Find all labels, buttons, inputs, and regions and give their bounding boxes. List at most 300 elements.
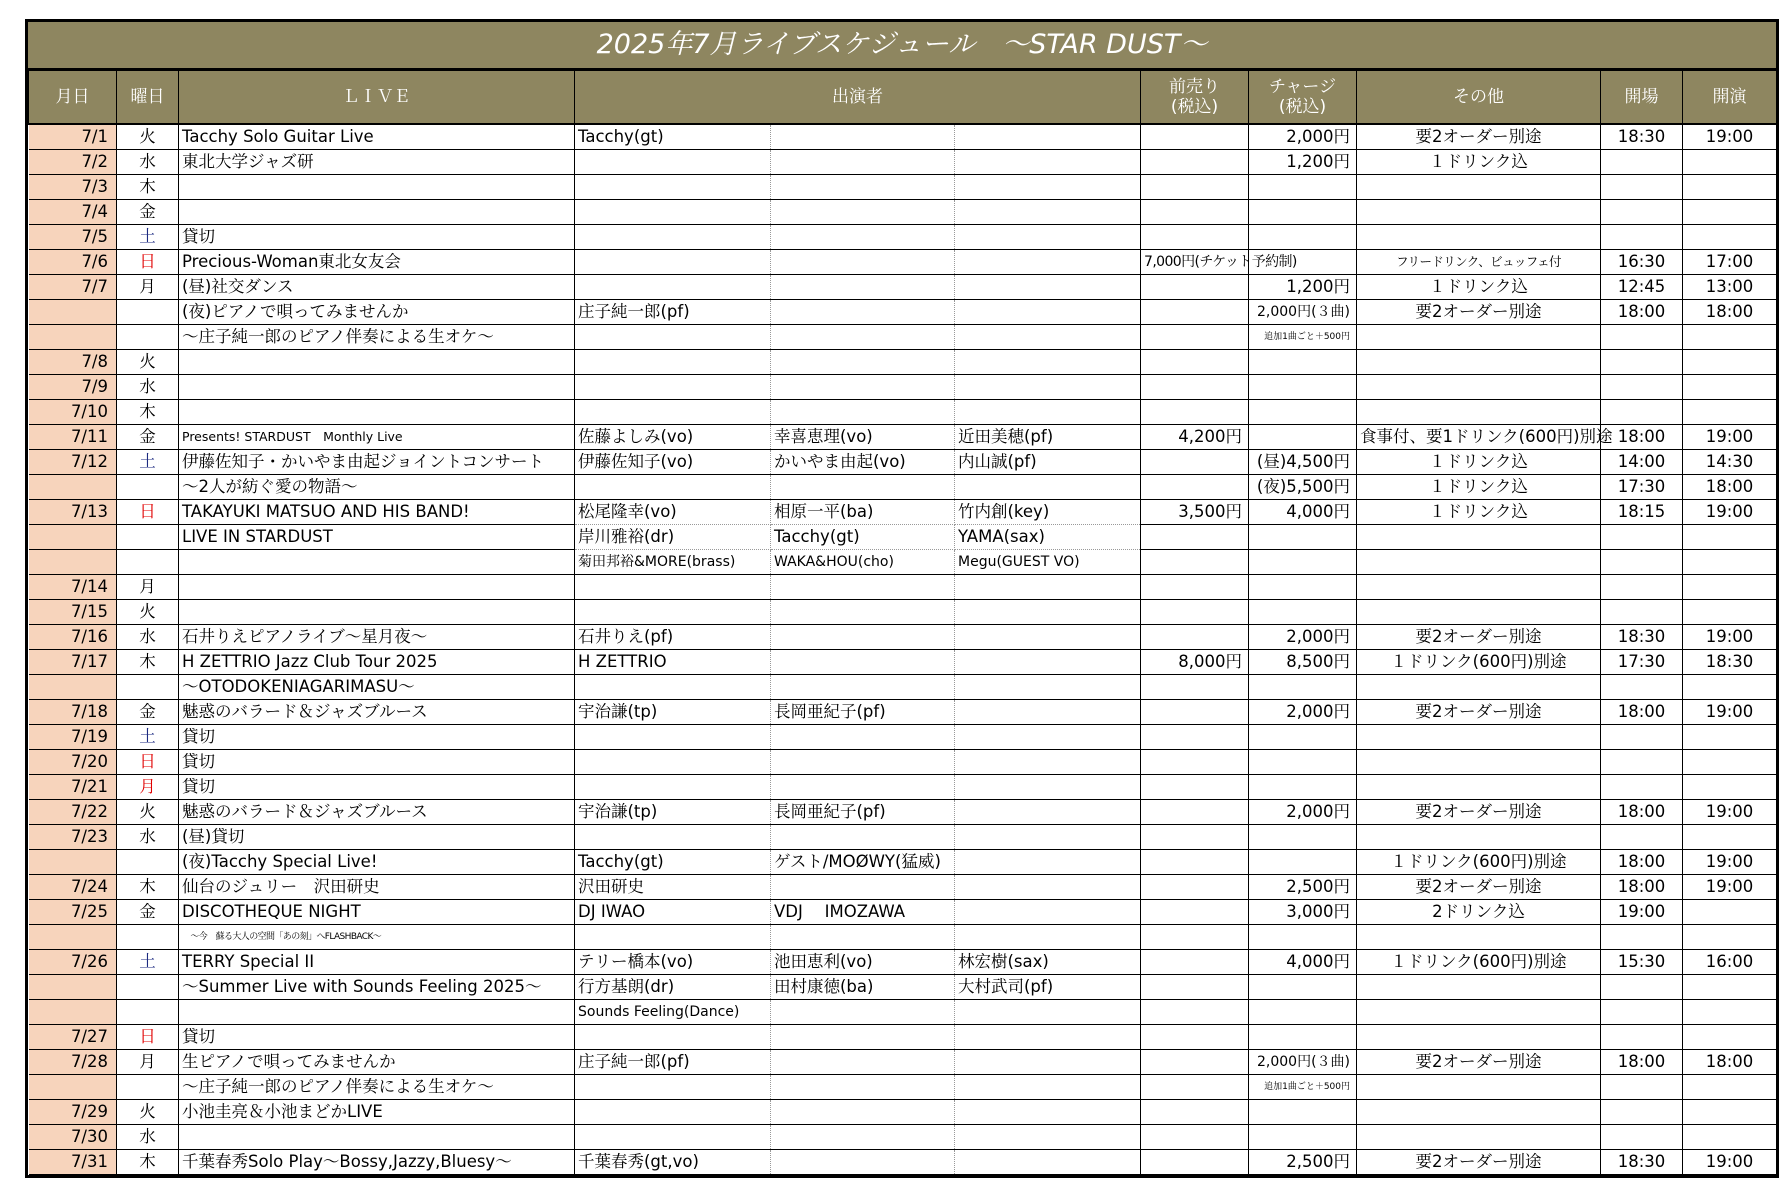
charge-cell (1249, 675, 1357, 700)
open-time-cell (1601, 750, 1683, 775)
date-cell (29, 325, 117, 350)
charge-cell: 3,000円 (1249, 900, 1357, 925)
live-title-cell: LIVE IN STARDUST (179, 525, 575, 550)
advance-price-cell (1141, 1075, 1249, 1100)
date-cell: 7/29 (29, 1100, 117, 1125)
charge-cell: 2,000円(３曲) (1249, 1050, 1357, 1075)
date-cell: 7/22 (29, 800, 117, 825)
open-time-cell (1601, 925, 1683, 950)
charge-cell (1249, 825, 1357, 850)
performer-cell (575, 275, 771, 300)
dow-cell: 水 (117, 1125, 179, 1150)
performer-cell: 池田恵利(vo) (771, 950, 955, 975)
performer-cell (771, 1075, 955, 1100)
start-time-cell (1683, 375, 1777, 400)
performer-cell: 沢田研史 (575, 875, 771, 900)
performer-cell: 佐藤よしみ(vo) (575, 425, 771, 450)
dow-cell: 水 (117, 825, 179, 850)
performer-cell: 相原一平(ba) (771, 500, 955, 525)
advance-price-cell (1141, 225, 1249, 250)
dow-cell: 木 (117, 175, 179, 200)
date-cell (29, 550, 117, 575)
performer-cell (955, 850, 1141, 875)
other-info-cell (1357, 1000, 1601, 1025)
performer-cell: 庄子純一郎(pf) (575, 300, 771, 325)
live-title-cell: H ZETTRIO Jazz Club Tour 2025 (179, 650, 575, 675)
performer-cell (955, 650, 1141, 675)
dow-cell (117, 525, 179, 550)
charge-cell: 4,000円 (1249, 500, 1357, 525)
date-cell: 7/30 (29, 1125, 117, 1150)
open-time-cell (1601, 150, 1683, 175)
open-time-cell (1601, 550, 1683, 575)
advance-price-cell (1141, 525, 1249, 550)
live-title-cell: 生ピアノで唄ってみませんか (179, 1050, 575, 1075)
start-time-cell (1683, 975, 1777, 1000)
open-time-cell: 18:00 (1601, 850, 1683, 875)
open-time-cell (1601, 600, 1683, 625)
performer-cell (575, 325, 771, 350)
other-info-cell: 要2オーダー別途 (1357, 300, 1601, 325)
start-time-cell (1683, 325, 1777, 350)
date-cell (29, 850, 117, 875)
dow-cell: 日 (117, 1025, 179, 1050)
start-time-cell: 13:00 (1683, 275, 1777, 300)
header-performers: 出演者 (575, 71, 1141, 125)
performer-cell (771, 400, 955, 425)
advance-price-cell (1141, 825, 1249, 850)
performer-cell (955, 1125, 1141, 1150)
performer-cell: 田村康徳(ba) (771, 975, 955, 1000)
other-info-cell (1357, 600, 1601, 625)
other-info-cell (1357, 1075, 1601, 1100)
advance-price-cell (1141, 150, 1249, 175)
date-cell: 7/9 (29, 375, 117, 400)
performer-cell (771, 775, 955, 800)
start-time-cell: 19:00 (1683, 425, 1777, 450)
charge-cell (1249, 175, 1357, 200)
date-cell: 7/5 (29, 225, 117, 250)
other-info-cell: 要2オーダー別途 (1357, 1050, 1601, 1075)
table-row (29, 1000, 1777, 1025)
date-cell: 7/15 (29, 600, 117, 625)
performer-cell (955, 275, 1141, 300)
performer-cell (955, 1000, 1141, 1025)
date-cell: 7/18 (29, 700, 117, 725)
table-row (29, 475, 1777, 500)
performer-cell: テリー橋本(vo) (575, 950, 771, 975)
dow-cell (117, 675, 179, 700)
dow-cell: 月 (117, 775, 179, 800)
open-time-cell (1601, 350, 1683, 375)
header-advance: 前売り (税込) (1141, 71, 1249, 125)
advance-price-cell: 3,500円 (1141, 500, 1249, 525)
performer-cell (955, 800, 1141, 825)
performer-cell (955, 1075, 1141, 1100)
performer-cell (771, 725, 955, 750)
date-cell: 7/23 (29, 825, 117, 850)
date-cell: 7/25 (29, 900, 117, 925)
dow-cell: 土 (117, 725, 179, 750)
charge-cell: 2,000円 (1249, 700, 1357, 725)
dow-cell: 火 (117, 350, 179, 375)
start-time-cell: 16:00 (1683, 950, 1777, 975)
table-row (29, 675, 1777, 700)
table-row (29, 250, 1777, 275)
table-row (29, 150, 1777, 175)
performer-cell (771, 225, 955, 250)
advance-price-cell (1141, 1050, 1249, 1075)
advance-price-cell (1141, 675, 1249, 700)
charge-cell (1249, 600, 1357, 625)
table-row (29, 850, 1777, 875)
date-cell: 7/21 (29, 775, 117, 800)
performer-cell (575, 375, 771, 400)
performer-cell (771, 1100, 955, 1125)
date-cell: 7/4 (29, 200, 117, 225)
advance-price-cell (1141, 775, 1249, 800)
table-row (29, 225, 1777, 250)
open-time-cell (1601, 775, 1683, 800)
table-row (29, 750, 1777, 775)
performer-cell (955, 150, 1141, 175)
advance-price-cell (1141, 200, 1249, 225)
live-title-cell: 魅惑のバラード＆ジャズブルース (179, 700, 575, 725)
header-other: その他 (1357, 71, 1601, 125)
charge-cell (1249, 975, 1357, 1000)
header-open: 開場 (1601, 71, 1683, 125)
performer-cell (771, 750, 955, 775)
performer-cell (771, 1000, 955, 1025)
live-title-cell: ～庄子純一郎のピアノ伴奏による生オケ～ (179, 325, 575, 350)
table-row (29, 1150, 1777, 1175)
performer-cell: ゲスト/MOØWY(猛威) (771, 850, 955, 875)
table-row (29, 975, 1777, 1000)
performer-cell (955, 200, 1141, 225)
start-time-cell (1683, 750, 1777, 775)
header-live: ＬＩＶＥ (179, 71, 575, 125)
performer-cell (955, 250, 1141, 275)
advance-price-cell (1141, 275, 1249, 300)
charge-cell (1249, 525, 1357, 550)
charge-cell (1249, 350, 1357, 375)
performer-cell (771, 575, 955, 600)
open-time-cell: 15:30 (1601, 950, 1683, 975)
performer-cell (575, 675, 771, 700)
live-title-cell: 東北大学ジャズ研 (179, 150, 575, 175)
performer-cell (955, 175, 1141, 200)
table-row (29, 1125, 1777, 1150)
other-info-cell: 要2オーダー別途 (1357, 700, 1601, 725)
open-time-cell (1601, 575, 1683, 600)
table-row (29, 400, 1777, 425)
table-row (29, 1050, 1777, 1075)
advance-price-cell (1141, 850, 1249, 875)
table-row (29, 625, 1777, 650)
dow-cell: 金 (117, 700, 179, 725)
other-info-cell: １ドリンク(600円)別途 (1357, 950, 1601, 975)
start-time-cell: 19:00 (1683, 500, 1777, 525)
other-info-cell: １ドリンク込 (1357, 275, 1601, 300)
live-title-cell: DISCOTHEQUE NIGHT (179, 900, 575, 925)
charge-cell (1249, 575, 1357, 600)
dow-cell: 火 (117, 600, 179, 625)
date-cell: 7/17 (29, 650, 117, 675)
performer-cell: 岸川雅裕(dr) (575, 525, 771, 550)
live-title-cell: (夜)Tacchy Special Live! (179, 850, 575, 875)
date-cell: 7/24 (29, 875, 117, 900)
table-row (29, 800, 1777, 825)
open-time-cell (1601, 200, 1683, 225)
charge-cell (1249, 1125, 1357, 1150)
other-info-cell: 要2オーダー別途 (1357, 625, 1601, 650)
open-time-cell (1601, 825, 1683, 850)
performer-cell (771, 350, 955, 375)
performer-cell: H ZETTRIO (575, 650, 771, 675)
live-title-cell: Tacchy Solo Guitar Live (179, 124, 575, 150)
date-cell: 7/3 (29, 175, 117, 200)
table-row (29, 600, 1777, 625)
live-title-cell: Precious-Woman東北女友会 (179, 250, 575, 275)
date-cell: 7/20 (29, 750, 117, 775)
performer-cell (771, 250, 955, 275)
performer-cell (955, 350, 1141, 375)
dow-cell: 木 (117, 1150, 179, 1175)
date-cell: 7/28 (29, 1050, 117, 1075)
performer-cell: 伊藤佐知子(vo) (575, 450, 771, 475)
advance-price-cell (1141, 575, 1249, 600)
advance-price-cell (1141, 875, 1249, 900)
open-time-cell: 17:30 (1601, 650, 1683, 675)
advance-price-cell (1141, 175, 1249, 200)
other-info-cell: １ドリンク(600円)別途 (1357, 650, 1601, 675)
date-cell (29, 925, 117, 950)
start-time-cell: 14:30 (1683, 450, 1777, 475)
performer-cell (771, 925, 955, 950)
open-time-cell (1601, 1075, 1683, 1100)
performer-cell: 幸喜恵理(vo) (771, 425, 955, 450)
other-info-cell (1357, 325, 1601, 350)
date-cell: 7/8 (29, 350, 117, 375)
live-title-cell: (昼)社交ダンス (179, 275, 575, 300)
advance-price-cell (1141, 800, 1249, 825)
start-time-cell: 19:00 (1683, 875, 1777, 900)
live-title-cell: (昼)貸切 (179, 825, 575, 850)
open-time-cell: 14:00 (1601, 450, 1683, 475)
performer-cell: Tacchy(gt) (771, 525, 955, 550)
live-title-cell: 石井りえピアノライブ～星月夜～ (179, 625, 575, 650)
dow-cell: 木 (117, 875, 179, 900)
advance-price-cell (1141, 925, 1249, 950)
date-cell: 7/1 (29, 124, 117, 150)
start-time-cell (1683, 1125, 1777, 1150)
dow-cell: 木 (117, 650, 179, 675)
performer-cell: 内山誠(pf) (955, 450, 1141, 475)
live-title-cell: 貸切 (179, 775, 575, 800)
live-title-cell (179, 600, 575, 625)
advance-price-cell (1141, 950, 1249, 975)
schedule-sheet (25, 19, 1779, 1178)
charge-cell (1249, 400, 1357, 425)
charge-cell: 追加1曲ごと＋500円 (1249, 1075, 1357, 1100)
dow-cell: 月 (117, 575, 179, 600)
performer-cell (575, 250, 771, 275)
start-time-cell (1683, 1025, 1777, 1050)
dow-cell (117, 1075, 179, 1100)
dow-cell: 日 (117, 250, 179, 275)
table-row (29, 500, 1777, 525)
start-time-cell: 19:00 (1683, 1150, 1777, 1175)
start-time-cell: 19:00 (1683, 800, 1777, 825)
advance-price-cell: 8,000円 (1141, 650, 1249, 675)
start-time-cell: 19:00 (1683, 625, 1777, 650)
performer-cell: 庄子純一郎(pf) (575, 1050, 771, 1075)
performer-cell (955, 600, 1141, 625)
advance-price-cell (1141, 725, 1249, 750)
performer-cell: VDJ IMOZAWA (771, 900, 955, 925)
start-time-cell (1683, 150, 1777, 175)
advance-price-cell (1141, 1000, 1249, 1025)
performer-cell (771, 675, 955, 700)
start-time-cell (1683, 550, 1777, 575)
date-cell: 7/27 (29, 1025, 117, 1050)
start-time-cell (1683, 1100, 1777, 1125)
dow-cell (117, 325, 179, 350)
other-info-cell: 2ドリンク込 (1357, 900, 1601, 925)
performer-cell (575, 400, 771, 425)
live-title-cell: 貸切 (179, 1025, 575, 1050)
performer-cell (575, 925, 771, 950)
open-time-cell (1601, 675, 1683, 700)
performer-cell (955, 375, 1141, 400)
charge-cell: 2,000円 (1249, 124, 1357, 150)
advance-price-cell (1141, 475, 1249, 500)
other-info-cell (1357, 975, 1601, 1000)
dow-cell: 火 (117, 124, 179, 150)
live-title-cell: TERRY Special II (179, 950, 575, 975)
table-row (29, 175, 1777, 200)
dow-cell (117, 550, 179, 575)
performer-cell (771, 1025, 955, 1050)
charge-cell: 2,000円(３曲) (1249, 300, 1357, 325)
table-row (29, 1075, 1777, 1100)
other-info-cell (1357, 400, 1601, 425)
live-title-cell (179, 1000, 575, 1025)
performer-cell (575, 350, 771, 375)
live-title-cell: ～OTODOKENIAGARIMASU～ (179, 675, 575, 700)
other-info-cell: １ドリンク込 (1357, 500, 1601, 525)
other-info-cell (1357, 1025, 1601, 1050)
performer-cell (575, 750, 771, 775)
performer-cell: 宇治謙(tp) (575, 800, 771, 825)
advance-price-cell (1141, 750, 1249, 775)
other-info-cell (1357, 175, 1601, 200)
live-title-cell: ～庄子純一郎のピアノ伴奏による生オケ～ (179, 1075, 575, 1100)
date-cell (29, 675, 117, 700)
live-title-cell (179, 575, 575, 600)
performer-cell (771, 200, 955, 225)
charge-cell: 1,200円 (1249, 275, 1357, 300)
charge-cell (1249, 225, 1357, 250)
date-cell (29, 525, 117, 550)
table-row (29, 275, 1777, 300)
date-cell (29, 1000, 117, 1025)
table-row (29, 900, 1777, 925)
start-time-cell (1683, 900, 1777, 925)
other-info-cell (1357, 350, 1601, 375)
performer-cell (955, 900, 1141, 925)
live-title-cell: Presents! STARDUST Monthly Live (179, 425, 575, 450)
charge-cell: 追加1曲ごと＋500円 (1249, 325, 1357, 350)
date-cell: 7/14 (29, 575, 117, 600)
dow-cell (117, 975, 179, 1000)
live-title-cell: 千葉春秀Solo Play～Bossy,Jazzy,Bluesy～ (179, 1150, 575, 1175)
performer-cell (955, 1150, 1141, 1175)
performer-cell (955, 400, 1141, 425)
dow-cell: 木 (117, 400, 179, 425)
performer-cell: Tacchy(gt) (575, 124, 771, 150)
open-time-cell: 18:30 (1601, 1150, 1683, 1175)
advance-price-cell (1141, 900, 1249, 925)
header-start: 開演 (1683, 71, 1777, 125)
table-row (29, 650, 1777, 675)
performer-cell (575, 1025, 771, 1050)
other-info-cell: 食事付、要1ドリンク(600円)別途 (1357, 425, 1601, 450)
open-time-cell: 18:00 (1601, 700, 1683, 725)
date-cell: 7/12 (29, 450, 117, 475)
performer-cell (955, 300, 1141, 325)
open-time-cell: 18:00 (1601, 875, 1683, 900)
performer-cell (955, 124, 1141, 150)
start-time-cell: 19:00 (1683, 850, 1777, 875)
performer-cell (955, 825, 1141, 850)
live-title-cell (179, 375, 575, 400)
other-info-cell (1357, 725, 1601, 750)
dow-cell: 水 (117, 625, 179, 650)
open-time-cell: 19:00 (1601, 900, 1683, 925)
open-time-cell (1601, 725, 1683, 750)
performer-cell: WAKA&HOU(cho) (771, 550, 955, 575)
performer-cell: 近田美穂(pf) (955, 425, 1141, 450)
table-row (29, 1025, 1777, 1050)
live-title-cell: ～Summer Live with Sounds Feeling 2025～ (179, 975, 575, 1000)
performer-cell: DJ IWAO (575, 900, 771, 925)
dow-cell: 日 (117, 500, 179, 525)
open-time-cell: 18:15 (1601, 500, 1683, 525)
dow-cell: 月 (117, 275, 179, 300)
performer-cell (575, 775, 771, 800)
live-title-cell (179, 550, 575, 575)
table-row (29, 875, 1777, 900)
performer-cell (575, 200, 771, 225)
table-row (29, 1100, 1777, 1125)
other-info-cell (1357, 575, 1601, 600)
performer-cell (771, 875, 955, 900)
start-time-cell (1683, 400, 1777, 425)
date-cell (29, 300, 117, 325)
table-row (29, 550, 1777, 575)
other-info-cell (1357, 225, 1601, 250)
advance-price-cell (1141, 700, 1249, 725)
charge-cell (1249, 200, 1357, 225)
charge-cell: 4,000円 (1249, 950, 1357, 975)
performer-cell (771, 1125, 955, 1150)
performer-cell (575, 175, 771, 200)
live-title-cell (179, 200, 575, 225)
open-time-cell (1601, 525, 1683, 550)
performer-cell: 長岡亜紀子(pf) (771, 800, 955, 825)
dow-cell (117, 475, 179, 500)
